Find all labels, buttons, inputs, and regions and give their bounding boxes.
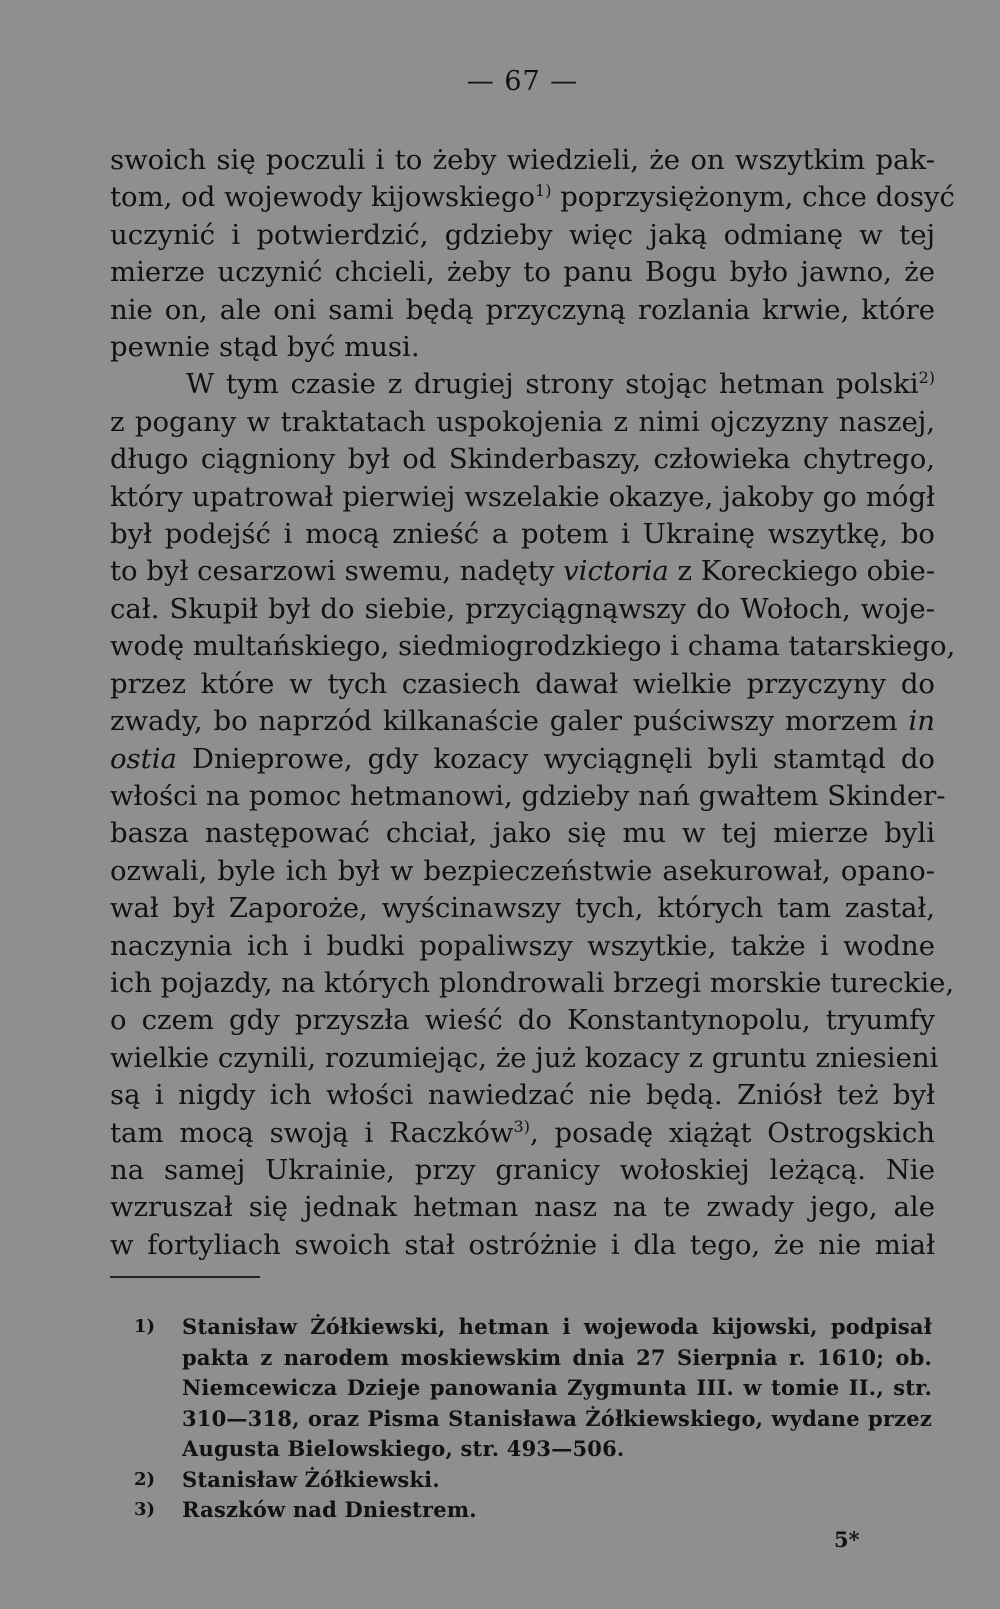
footnote-1 (110, 1312, 932, 1465)
text-line: w fortyliach swoich stał ostróżnie i dla tego, że nie miał (110, 1228, 935, 1261)
text-line: który upatrował pierwiej wszelakie okazye, jakoby go mógł (110, 480, 935, 513)
text-line: był podejść i mocą znieść a potem i Ukrainę wszytkę, bo (110, 518, 935, 551)
text-line: na samej Ukrainie, przy granicy wołoskiej leżącą. Nie (110, 1153, 935, 1186)
footnote-line: Stanisław Żółkiewski. (182, 1466, 440, 1492)
text-line: ostia Dnieprowe, gdy kozacy wyciągnęli byli stamtąd do (110, 742, 935, 775)
italic-term: ostia (110, 742, 177, 775)
text-line: tom, od wojewody kijowskiego$^{1)}$ poprzysiężonym, chce dosyć (110, 181, 955, 214)
italic-term: victoria (563, 555, 669, 588)
text-line: tam mocą swoją i Raczków$^{3)}$, posadę xiążąt Ostrogskich (110, 1116, 935, 1149)
footnote-marker: 2) (134, 1468, 156, 1490)
text-line: ich pojazdy, na których plondrowali brzegi morskie tureckie, (110, 966, 955, 999)
footnote-line: Niemcewicza Dzieje panowania Zygmunta III. w tomie II., str. (182, 1375, 932, 1400)
text-line: są i nigdy ich włości nawiedzać nie będą. Zniósł też był (110, 1079, 935, 1112)
page-number: — 67 — (466, 66, 579, 97)
footnote-line: Raszków nad Dniestrem. (182, 1497, 477, 1522)
text-line: wał był Zaporoże, wyścinawszy tych, których tam zastał, (110, 892, 935, 925)
text-line: basza następować chciał, jako się mu w tej mierze byli (110, 817, 935, 850)
footnotes (110, 1312, 932, 1526)
text-line: wodę multańskiego, siedmiogrodzkiego i chama tatarskiego, (110, 630, 956, 663)
footnote-ref[interactable]: 2) (918, 368, 935, 388)
text-line: mierze uczynić chcieli, żeby to panu Bogu było jawno, że (110, 256, 935, 289)
text-line: nie on, ale oni sami będą przyczyną rozlania krwie, które (110, 293, 935, 326)
footnote-ref[interactable]: 3) (513, 1116, 530, 1136)
text-line: zwady, bo naprzód kilkanaście galer puściwszy morzem in (110, 705, 936, 738)
text-line: pewnie stąd być musi. (110, 331, 420, 364)
footnote-marker: 3) (134, 1499, 156, 1520)
footnote-ref[interactable]: 1) (535, 181, 552, 201)
footnote-2 (110, 1465, 932, 1496)
text-line: uczynić i potwierdzić, gdzieby więc jaką odmianę w tej (110, 218, 935, 251)
footnote-divider (110, 1276, 260, 1278)
footnote-line: Augusta Bielowskiego, str. 493—506. (182, 1436, 625, 1461)
text-line: to był cesarzowi swemu, nadęty victoria z Koreckiego obie- (110, 555, 936, 588)
text-line: W tym czasie z drugiej strony stojąc hetman polski$^{2)}$ (186, 368, 935, 401)
text-line: włości na pomoc hetmanowi, gdzieby nań gwałtem Skinder- (110, 779, 946, 812)
footnote-marker: 1) (134, 1316, 156, 1337)
text-line: długo ciągniony był od Skinderbaszy, człowieka chytrego, (110, 443, 935, 476)
text-line: wielkie czynili, rozumiejąc, że już kozacy z gruntu zniesieni (110, 1041, 939, 1074)
text-line: naczynia ich i budki popaliwszy wszytkie, także i wodne (110, 929, 935, 962)
main-text (110, 142, 956, 1264)
footnote-line: Stanisław Żółkiewski, hetman i wojewoda kijowski, podpisał (182, 1314, 932, 1339)
printer-signature-mark: 5* (834, 1527, 860, 1552)
footnote-line: 310—318, oraz Pisma Stanisława Żółkiewskiego, wydane przez (182, 1405, 932, 1431)
footnote-3 (110, 1495, 932, 1526)
text-line: o czem gdy przyszła wieść do Konstantynopolu, tryumfy (110, 1004, 935, 1037)
text-line: swoich się poczuli i to żeby wiedzieli, że on wszytkim pak- (110, 144, 935, 176)
text-line: przez które w tych czasiech dawał wielkie przyczyny do (110, 667, 935, 700)
italic-term: in (908, 705, 936, 738)
text-line: cał. Skupił był do siebie, przyciągnąwszy do Wołoch, woje- (110, 592, 935, 625)
text-line: z pogany w traktatach uspokojenia z nimi ojczyzny naszej, (110, 405, 935, 438)
text-line: ozwali, byle ich był w bezpieczeństwie asekurował, opano- (110, 854, 935, 887)
text-line: wzruszał się jednak hetman nasz na te zwady jego, ale (110, 1191, 935, 1224)
footnote-line: pakta z narodem moskiewskim dnia 27 Sierpnia r. 1610; ob. (182, 1344, 932, 1370)
